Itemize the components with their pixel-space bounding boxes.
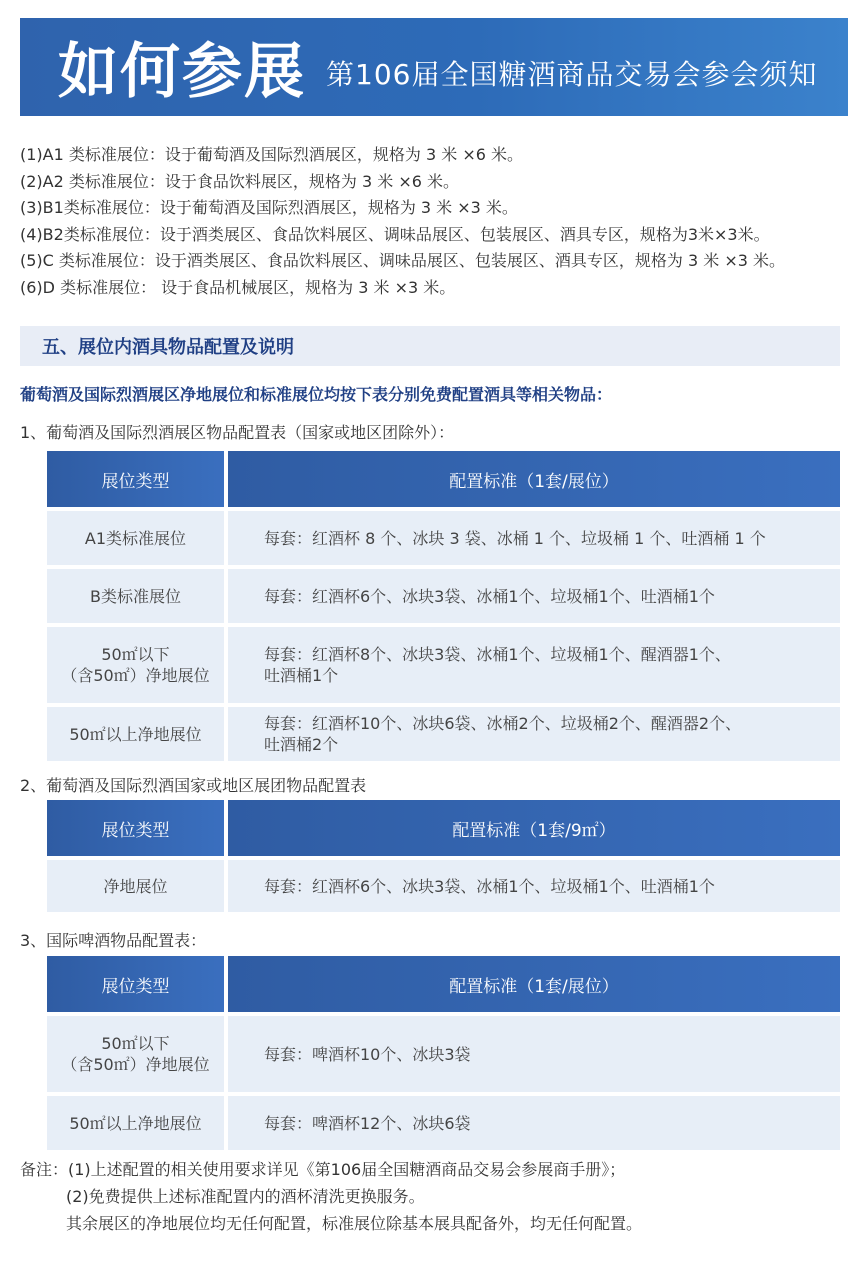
- standard-cell: 每套：红酒杯 8 个、冰块 3 袋、冰桶 1 个、垃圾桶 1 个、吐酒桶 1 个: [228, 511, 840, 565]
- table-row: [47, 569, 840, 623]
- banner-title: 如何参展: [58, 37, 306, 107]
- standard-cell: 每套：红酒杯6个、冰块3袋、冰桶1个、垃圾桶1个、吐酒桶1个: [228, 569, 840, 623]
- header-standard: 配置标准（1套/展位）: [228, 956, 840, 1012]
- spec-item: (5)C 类标准展位：设于酒类展区、食品饮料展区、调味品展区、包装展区、酒具专区，规格为 3 米 ×3 米。: [20, 251, 786, 271]
- spec-item: (3)B1类标准展位：设于葡萄酒及国际烈酒展区，规格为 3 米 ×3 米。: [20, 198, 518, 218]
- table-row: [47, 1016, 840, 1092]
- header-booth-type: 展位类型: [47, 451, 224, 507]
- remark-line: (2)免费提供上述标准配置内的酒杯清洗更换服务。: [66, 1187, 425, 1206]
- standard-cell: 每套：红酒杯8个、冰块3袋、冰桶1个、垃圾桶1个、醒酒器1个、 吐酒桶1个: [228, 627, 840, 703]
- title-banner: [20, 18, 848, 116]
- table3: [47, 956, 840, 1150]
- remark-line: 其余展区的净地展位均无任何配置，标准展位除基本展具配备外，均无任何配置。: [66, 1214, 643, 1233]
- table2-caption: 2、葡萄酒及国际烈酒国家或地区展团物品配置表: [20, 776, 367, 795]
- table-row: [47, 707, 840, 761]
- spec-item: (1)A1 类标准展位：设于葡萄酒及国际烈酒展区，规格为 3 米 ×6 米。: [20, 145, 523, 164]
- remarks: [20, 1156, 642, 1237]
- booth-type-cell: 50㎡以上净地展位: [47, 1096, 224, 1150]
- standard-cell: 每套：啤酒杯12个、冰块6袋: [228, 1096, 840, 1150]
- table-row: [47, 511, 840, 565]
- table-header-row: [47, 451, 840, 507]
- header-booth-type: 展位类型: [47, 956, 224, 1012]
- table-header-row: [47, 956, 840, 1012]
- booth-type-cell: A1类标准展位: [47, 511, 224, 565]
- header-standard: 配置标准（1套/展位）: [228, 451, 840, 507]
- table-header-row: [47, 800, 840, 856]
- header-standard: 配置标准（1套/9㎡）: [228, 800, 840, 856]
- table-row: [47, 860, 840, 912]
- table1: [47, 451, 840, 761]
- booth-type-cell: 50㎡以下 （含50㎡）净地展位: [47, 627, 224, 703]
- standard-cell: 每套：红酒杯10个、冰块6袋、冰桶2个、垃圾桶2个、醒酒器2个、 吐酒桶2个: [228, 707, 840, 761]
- spec-item: (4)B2类标准展位：设于酒类展区、食品饮料展区、调味品展区、包装展区、酒具专区，规格为3米×3米。: [20, 224, 770, 244]
- booth-type-cell: 50㎡以上净地展位: [47, 707, 224, 761]
- spec-item: (2)A2 类标准展位：设于食品饮料展区，规格为 3 米 ×6 米。: [20, 171, 459, 191]
- table1-caption: 1、葡萄酒及国际烈酒展区物品配置表（国家或地区团除外）：: [20, 423, 455, 442]
- table3-caption: 3、国际啤酒物品配置表：: [20, 931, 207, 950]
- table-row: [47, 627, 840, 703]
- remark-line: 备注：(1)上述配置的相关使用要求详见《第106届全国糖酒商品交易会参展商手册》；: [20, 1160, 626, 1179]
- header-booth-type: 展位类型: [47, 800, 224, 856]
- spec-item: (6)D 类标准展位： 设于食品机械展区，规格为 3 米 ×3 米。: [20, 277, 456, 297]
- table-row: [47, 1096, 840, 1150]
- booth-type-cell: B类标准展位: [47, 569, 224, 623]
- table2: [47, 800, 840, 912]
- banner-subtitle: 第106届全国糖酒商品交易会参会须知: [326, 58, 818, 91]
- booth-type-cell: 50㎡以下 （含50㎡）净地展位: [47, 1016, 224, 1092]
- standard-cell: 每套：红酒杯6个、冰块3袋、冰桶1个、垃圾桶1个、吐酒桶1个: [228, 860, 840, 912]
- booth-spec-list: [20, 142, 848, 302]
- booth-type-cell: 净地展位: [47, 860, 224, 912]
- section-subheading: 葡萄酒及国际烈酒展区净地展位和标准展位均按下表分别免费配置酒具等相关物品：: [20, 385, 613, 404]
- standard-cell: 每套：啤酒杯10个、冰块3袋: [228, 1016, 840, 1092]
- section-heading: 五、展位内酒具物品配置及说明: [20, 326, 840, 366]
